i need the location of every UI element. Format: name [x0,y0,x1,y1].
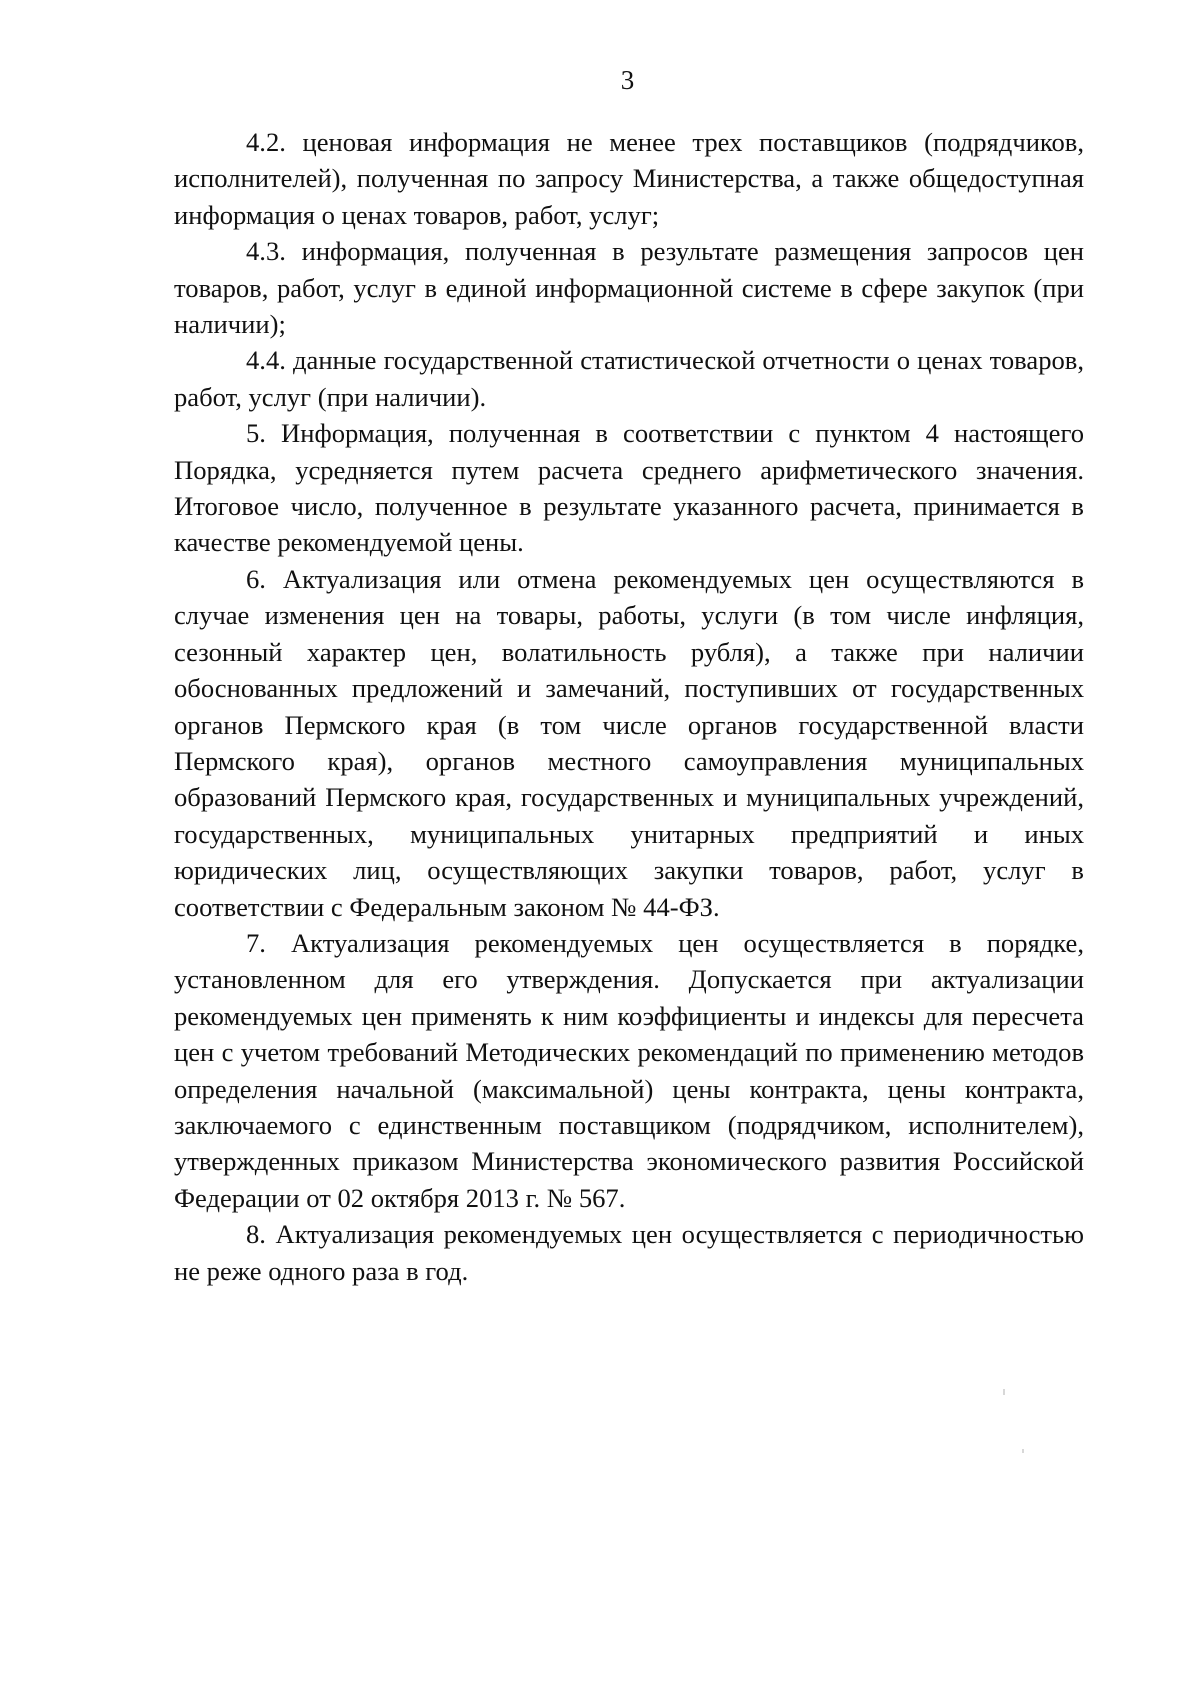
paragraph-4-2: 4.2. ценовая информация не менее трех поставщиков (подрядчиков, исполнителей), полученная по запросу Министерства, а также общедоступная информация о ценах товаров, работ, услуг; [174,127,1084,230]
scan-speck [1003,1389,1005,1395]
paragraph-6: 6. Актуализация или отмена рекомендуемых цен осуществляются в случае изменения цен на товары, работы, услуги (в том числе инфляция, сезонный характер цен, волатильность рубля), а также при наличии обоснованных предложений и замечаний, поступивших от государственных органов Пермского края (в том числе органов государственной власти Пермского края), органов местного самоуправления муниципальных образований Пермского края, государственных и муниципальных учреждений, государственных, муниципальных унитарных предприятий и иных юридических лиц, осуществляющих закупки товаров, работ, услуг в соответствии с Федеральным законом № 44-ФЗ. [174,563,1084,922]
paragraph-8: 8. Актуализация рекомендуемых цен осуществляется с периодичностью не реже одного раза в год. [174,1219,1084,1286]
page-number: 3 [620,65,635,95]
scan-speck [1022,1449,1024,1453]
paragraph-5: 5. Информация, полученная в соответствии с пунктом 4 настоящего Порядка, усредняется путем расчета среднего арифметического значения. Итоговое число, полученное в результате указанного расчета, принимается в качестве рекомендуемой цены. [174,418,1084,558]
document-body [174,124,1084,1289]
paragraph-7: 7. Актуализация рекомендуемых цен осуществляется в порядке, установленном для его утверждения. Допускается при актуализации рекомендуемых цен применять к ним коэффициенты и индексы для пересчета цен с учетом требований Методических рекомендаций по применению методов определения начальной (максимальной) цены контракта, цены контракта, заключаемого с единственным поставщиком (подрядчиком, исполнителем), утвержденных приказом Министерства экономического развития Российской Федерации от 02 октября 2013 г. № 567. [174,927,1084,1213]
paragraph-4-3: 4.3. информация, полученная в результате размещения запросов цен товаров, работ, услуг в единой информационной системе в сфере закупок (при наличии); [174,236,1084,340]
paragraph-4-4: 4.4. данные государственной статистической отчетности о ценах товаров, работ, услуг (при наличии). [174,345,1084,412]
